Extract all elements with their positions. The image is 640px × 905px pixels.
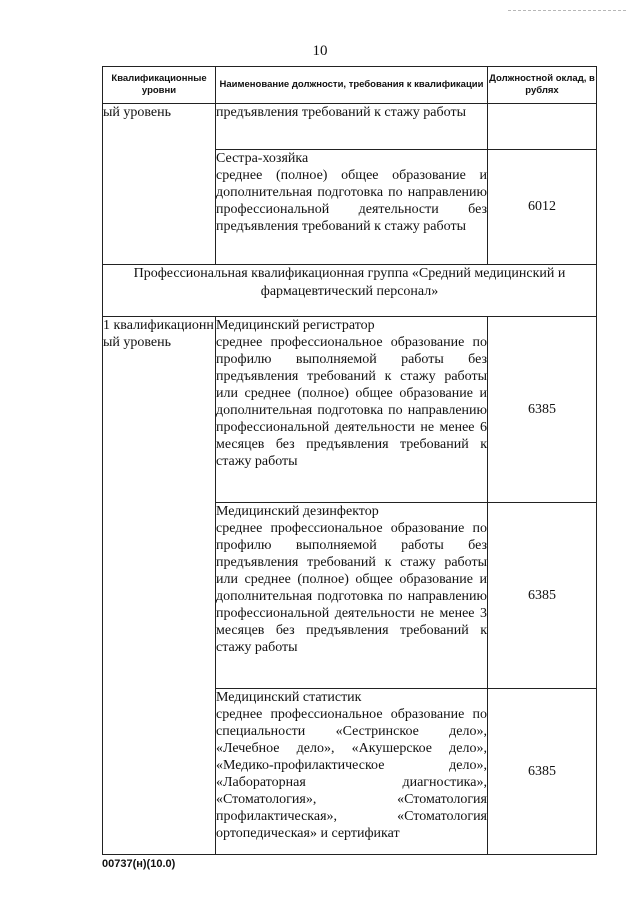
level-cell: ый уровень: [103, 104, 216, 265]
position-cell: [216, 689, 488, 855]
position-title: Медицинский дезинфектор: [216, 504, 379, 519]
salary-cell: 6385: [488, 689, 597, 855]
position-cell: [216, 503, 488, 689]
requirements-text: среднее (полное) общее образование и дополнительная подготовка по направлению профессиональной деятельности без предъявления требований к стажу работы: [216, 168, 487, 234]
group-title: Профессиональная квалификационная группа «Средний медицинский и фармацевтический персонал»: [103, 265, 597, 317]
document-code: 00737(н)(10.0): [102, 858, 176, 870]
page-number: 10: [312, 43, 328, 59]
qualification-table: [102, 66, 597, 855]
salary-cell: [488, 104, 597, 150]
scan-artifact-marks: [508, 10, 626, 14]
position-title: Сестра-хозяйка: [216, 151, 309, 166]
requirements-text: предъявления требований к стажу работы: [216, 105, 466, 120]
group-row: [103, 265, 597, 317]
salary-cell: 6012: [488, 150, 597, 265]
header-salary: Должностной оклад, в рублях: [488, 67, 597, 104]
requirements-text: среднее профессиональное образование по специальности «Сестринское дело», «Лечебное дело», «Акушерское дело», «Медико-профилактическое дело», «Лабораторная диагностика», «Стоматология», «Стоматология профилактическая», «Стоматология ортопедическая» и сертификат: [216, 707, 487, 841]
table-row: [103, 317, 597, 503]
table-header-row: [103, 67, 597, 104]
salary-cell: 6385: [488, 317, 597, 503]
table-row: [103, 104, 597, 150]
position-title: Медицинский регистратор: [216, 318, 375, 333]
position-title: Медицинский статистик: [216, 690, 362, 705]
position-cell: [216, 317, 488, 503]
header-qualification-levels: Квалификационные уровни: [103, 67, 216, 104]
requirements-cell: [216, 104, 488, 150]
requirements-text: среднее профессиональное образование по профилю выполняемой работы без предъявления требований к стажу работы или среднее (полное) общее образование и дополнительная подготовка по направлению профессиональной деятельности не менее 3 месяцев без предъявления требований к стажу работы: [216, 521, 487, 655]
salary-cell: 6385: [488, 503, 597, 689]
requirements-text: среднее профессиональное образование по профилю выполняемой работы без предъявления требований к стажу работы или среднее (полное) общее образование и дополнительная подготовка по направлению профессиональной деятельности не менее 6 месяцев без предъявления требований к стажу работы: [216, 335, 487, 469]
level-cell: 1 квалификационн ый уровень: [103, 317, 216, 855]
position-cell: [216, 150, 488, 265]
header-position-requirements: Наименование должности, требования к квалификации: [216, 67, 488, 104]
